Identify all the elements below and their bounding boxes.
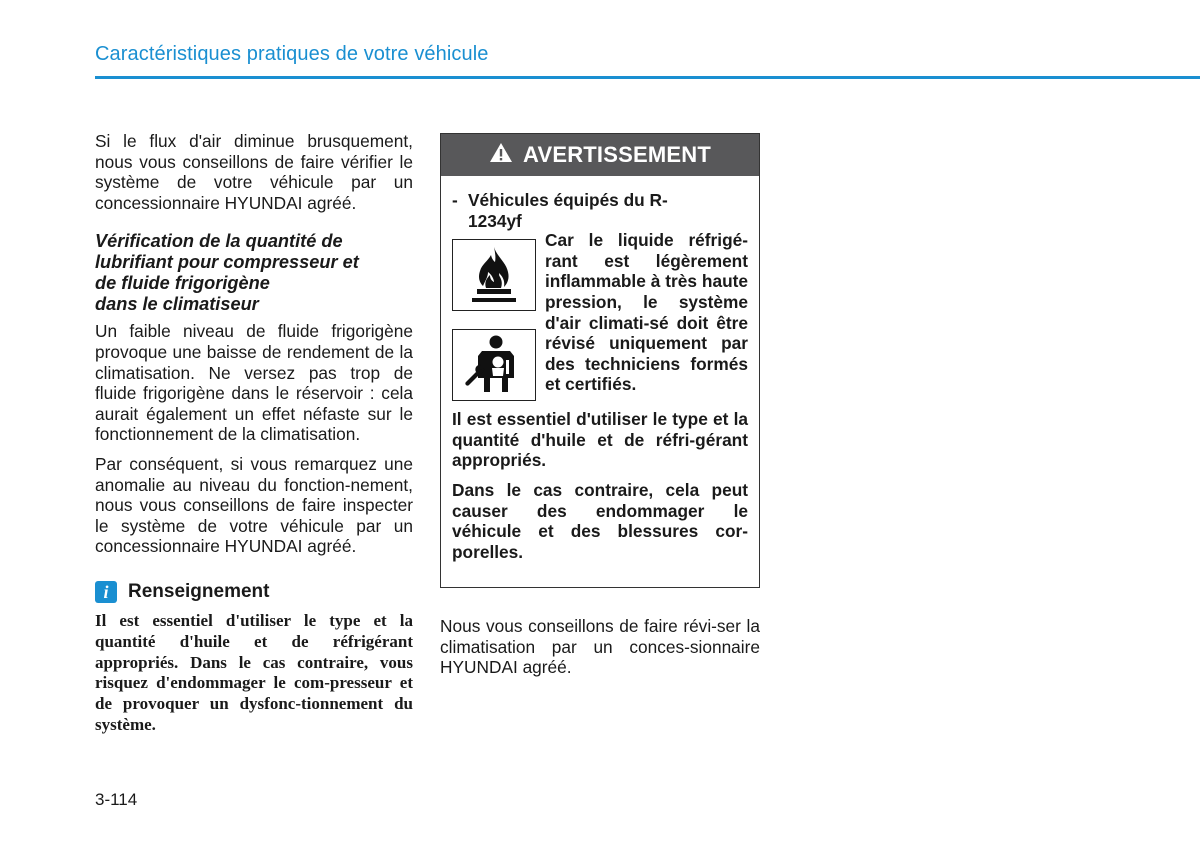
subheading-line: Vérification de la quantité de [95,231,343,252]
warning-triangle-icon [489,142,513,169]
warning-paragraph: Il est essentiel d'utiliser le type et la quantité d'huile et de réfri-gérant appropriés. [452,409,748,471]
warning-icons [452,239,536,401]
right-column [440,616,760,678]
info-icon: i [95,581,117,603]
warning-subtitle-text: Véhicules équipés du R-1234yf [468,190,668,231]
left-column [95,131,413,736]
subheading-line: de fluide frigorigène [95,273,270,294]
warning-header [441,134,759,176]
warning-icon-row [452,230,748,401]
page-number: 3-114 [95,790,138,809]
warning-paragraph: Dans le cas contraire, cela peut causer des endommager le véhicule et des blessures cor-porelles. [452,479,748,562]
dash-marker: - [452,190,458,210]
warning-title: AVERTISSEMENT [523,142,711,167]
body-paragraph: Un faible niveau de fluide frigorigène provoque une baisse de rendement de la climatisation. Ne versez pas trop de fluide frigorigène dans le réservoir : cela aurait également un effet néfaste sur le fonctionnement de la climatisation. [95,321,413,445]
info-title: Renseignement [128,580,270,602]
body-paragraph: Par conséquent, si vous remarquez une anomalie au niveau du fonction-nement, nous vous conseillons de faire inspecter le système de votre véhicule par un concessionnaire HYUNDAI agréé. [95,453,413,557]
subheading-line: dans le climatiseur [95,294,259,315]
warning-subtitle [452,190,748,231]
page-section-title: Caractéristiques pratiques de votre véhicule [95,43,489,65]
warning-text: Car le liquide réfrigé-rant est légèrement inflammable à très haute pression, le système d'air climati-sé doit être révisé uniquement par des techniciens formés et certifiés. [545,230,748,395]
info-heading [95,581,413,603]
flame-icon [452,239,536,311]
intro-paragraph: Si le flux d'air diminue brusquement, nous vous conseillons de faire vérifier le système de votre véhicule par un concessionnaire HYUNDAI agréé. [95,131,413,213]
closing-paragraph: Nous vous conseillons de faire révi-ser la climatisation par un conces-sionnaire HYUNDAI agréé. [440,616,760,678]
info-text: Il est essentiel d'utiliser le type et la quantité d'huile et de réfrigérant appropriés. Dans le cas contraire, vous risquez d'endommager le com-presseur et de provoquer un dysfonc-tionnement du système. [95,610,413,734]
header-divider [95,76,1200,79]
subheading-line: lubrifiant pour compresseur et [95,252,359,273]
service-technician-icon [452,329,536,401]
section-subheading [95,231,413,315]
warning-box [440,133,760,588]
